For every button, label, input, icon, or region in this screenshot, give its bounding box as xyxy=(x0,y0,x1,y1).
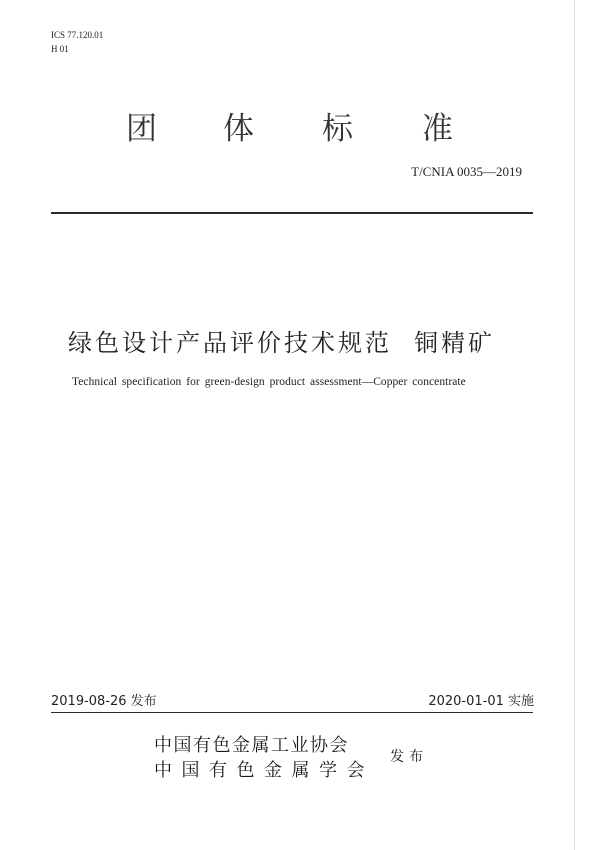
standard-type-char: 体 xyxy=(223,111,254,147)
publisher-name: 中国有色金属学会 xyxy=(154,760,374,781)
publish-label: 发布 xyxy=(390,749,428,765)
bottom-divider xyxy=(51,712,533,713)
standard-type-char: 准 xyxy=(422,111,453,147)
chinese-title-main: 绿色设计产品评价技术规范 xyxy=(68,329,392,357)
ics-code: ICS 77.120.01 xyxy=(51,30,104,40)
implementation-date: 2020-01-01 实施 xyxy=(428,694,534,709)
ccs-code: H 01 xyxy=(51,44,69,54)
standard-type-char: 团 xyxy=(126,111,157,147)
standard-type-char: 标 xyxy=(322,111,353,147)
english-title: Technical specification for green-design product assessment—Copper concentrate xyxy=(72,376,466,388)
issue-date: 2019-08-26 发布 xyxy=(51,694,157,709)
top-divider xyxy=(51,212,533,214)
scan-edge-line xyxy=(574,0,575,850)
chinese-title-sub: 铜精矿 xyxy=(414,329,495,357)
standard-code: T/CNIA 0035—2019 xyxy=(411,164,522,179)
standard-type-heading xyxy=(126,112,466,146)
chinese-title xyxy=(68,327,495,359)
classification-codes xyxy=(51,28,103,56)
publisher-name: 中国有色金属工业协会 xyxy=(154,735,349,756)
